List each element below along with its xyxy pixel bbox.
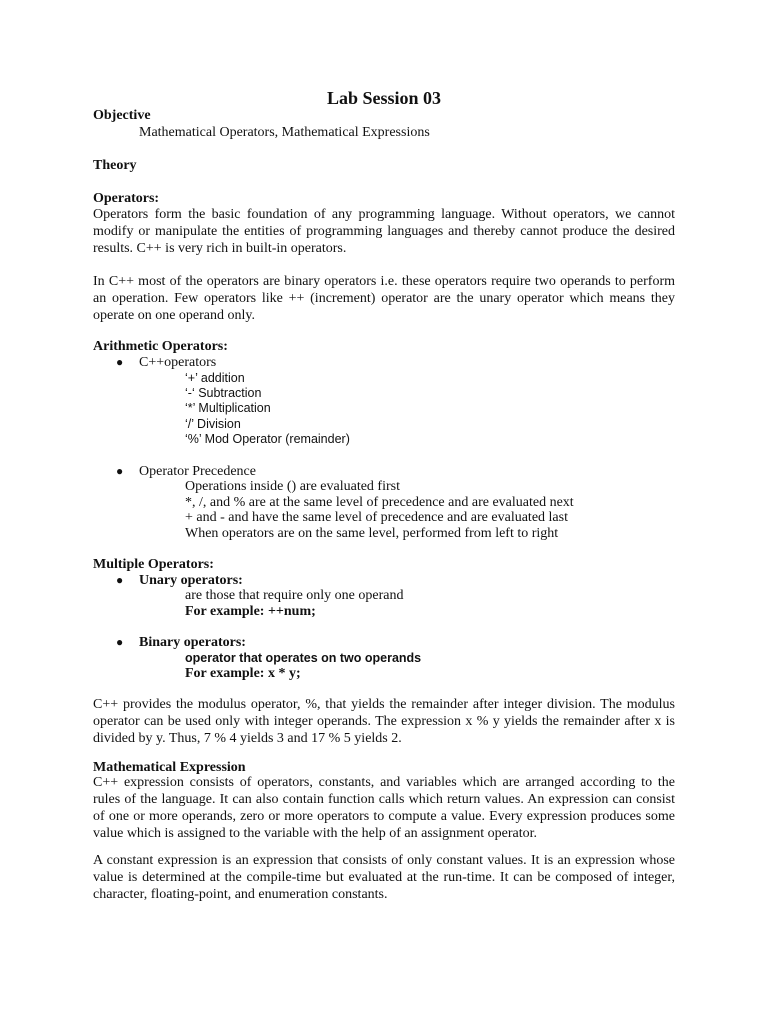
unary-description: are those that require only one operand: [185, 588, 404, 603]
cpp-operators-label: C++operators: [139, 355, 217, 370]
bullet-icon: ●: [116, 573, 124, 587]
bullet-icon: ●: [116, 355, 124, 369]
theory-heading: Theory: [93, 158, 137, 173]
op-addition: ‘+’ addition: [185, 371, 245, 385]
op-modulus: ‘%’ Mod Operator (remainder): [185, 432, 350, 446]
op-multiplication: ‘*’ Multiplication: [185, 401, 271, 415]
bullet-icon: ●: [116, 464, 124, 478]
page-title: Lab Session 03: [326, 88, 442, 108]
precedence-rule-4: When operators are on the same level, performed from left to right: [185, 526, 559, 541]
operators-heading: Operators:: [93, 191, 160, 206]
multiple-operators-heading: Multiple Operators:: [93, 557, 214, 572]
precedence-label: Operator Precedence: [139, 464, 256, 479]
op-subtraction: ‘-‘ Subtraction: [185, 386, 262, 400]
bullet-icon: ●: [116, 635, 124, 649]
unary-heading: Unary operators:: [139, 573, 243, 588]
unary-example: For example: ++num;: [185, 604, 316, 619]
math-expression-heading: Mathematical Expression: [93, 760, 246, 775]
operators-paragraph-2: In C++ most of the operators are binary operators i.e. these operators require two operands to perform an operation. Few operators like ++ (increment) operator are the unary operator which means they operate on one operand only.: [93, 274, 675, 323]
precedence-rule-1: Operations inside () are evaluated first: [185, 479, 400, 494]
binary-description: operator that operates on two operands: [185, 651, 422, 665]
binary-heading: Binary operators:: [139, 635, 246, 650]
math-expression-paragraph-2: A constant expression is an expression that consists of only constant values. It is an expression whose value is determined at the compile-time but evaluated at the run-time. It can be composed of integer, character, floating-point, and enumeration constants.: [93, 853, 675, 902]
op-division: ‘/’ Division: [185, 417, 241, 431]
modulus-paragraph: C++ provides the modulus operator, %, that yields the remainder after integer division. The modulus operator can be used only with integer operands. The expression x % y yields the remainder after x is divided by y. Thus, 7 % 4 yields 3 and 17 % 5 yields 2.: [93, 697, 675, 746]
binary-example: For example: x * y;: [185, 666, 301, 681]
math-expression-paragraph-1: C++ expression consists of operators, constants, and variables which are arranged according to the rules of the language. It can also contain function calls which return values. An expression can consist of one or more operands, zero or more operators to compute a value. Every expression produces some value which is assigned to the variable with the help of an assignment operator.: [93, 775, 675, 841]
arithmetic-heading: Arithmetic Operators:: [93, 339, 228, 354]
precedence-rule-3: + and - and have the same level of precedence and are evaluated last: [185, 510, 568, 525]
objective-text: Mathematical Operators, Mathematical Expressions: [139, 125, 430, 140]
operators-paragraph-1: Operators form the basic foundation of any programming language. Without operators, we cannot modify or manipulate the entities of programming languages and thereby cannot produce the desired results. C++ is very rich in built-in operators.: [93, 207, 675, 256]
objective-heading: Objective: [93, 108, 151, 123]
precedence-rule-2: *, /, and % are at the same level of precedence and are evaluated next: [185, 495, 574, 510]
